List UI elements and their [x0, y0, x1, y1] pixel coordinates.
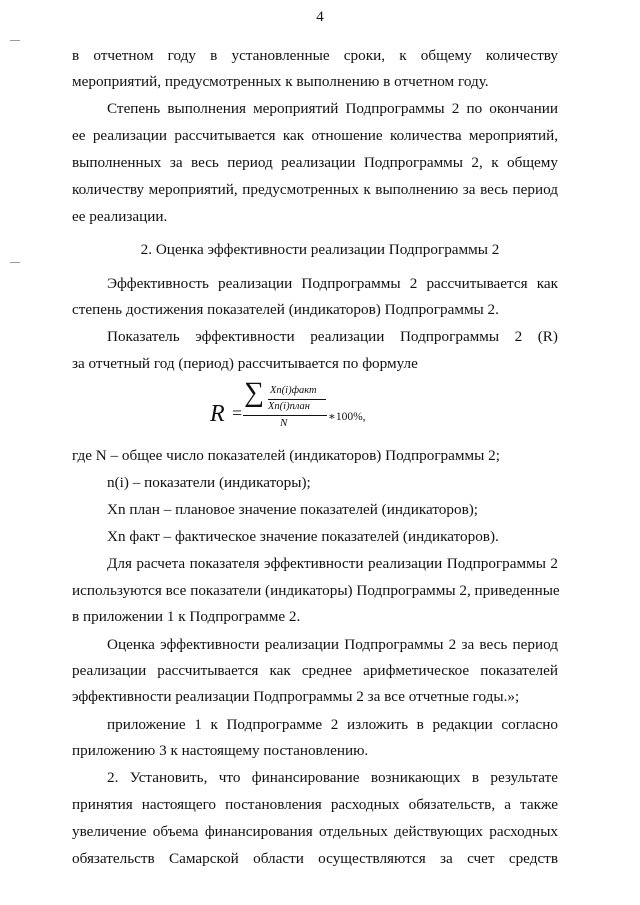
- text-line: обязательств Самарской области осуществляются за счет средств: [72, 850, 558, 867]
- text-line: мероприятий, предусмотренных к выполнению в отчетном году.: [72, 73, 489, 90]
- paragraph-first-line: приложение 1 к Подпрограмме 2 изложить в редакции согласно: [107, 716, 558, 733]
- text-line: приложению 3 к настоящему постановлению.: [72, 742, 369, 759]
- text-line: в приложении 1 к Подпрограмме 2.: [72, 608, 301, 625]
- text-line: ее реализации рассчитывается как отношение количества мероприятий,: [72, 127, 558, 144]
- section-heading: 2. Оценка эффективности реализации Подпрограммы 2: [140, 241, 500, 258]
- text-line: степень достижения показателей (индикаторов) Подпрограммы 2.: [72, 301, 499, 318]
- definition-line: Хn факт – фактическое значение показателей (индикаторов).: [107, 528, 499, 545]
- text-line: за отчетный год (период) рассчитывается по формуле: [72, 355, 418, 372]
- formula-lhs: R: [210, 401, 225, 427]
- efficiency-formula: [210, 377, 460, 441]
- formula-equals: =: [232, 403, 243, 423]
- text-line: эффективности реализации Подпрограммы 2 за все отчетные годы.»;: [72, 688, 520, 705]
- definition-line: Хn план – плановое значение показателей (индикаторов);: [107, 501, 479, 518]
- fraction-bar: [243, 415, 327, 416]
- text-line: где N – общее число показателей (индикаторов) Подпрограммы 2;: [72, 447, 500, 464]
- paragraph-first-line: 2. Установить, что финансирование возникающих в результате: [107, 769, 558, 786]
- sum-symbol: ∑: [244, 377, 264, 408]
- paragraph-first-line: Показатель эффективности реализации Подпрограммы 2 (R): [107, 328, 558, 345]
- text-line: ее реализации.: [72, 208, 168, 225]
- text-line: в отчетном году в установленные сроки, к общему количеству: [72, 47, 558, 64]
- text-line: увеличение объема финансирования отдельных действующих расходных: [72, 823, 558, 840]
- formula-tail: ∗100%,: [328, 411, 366, 423]
- paragraph-first-line: Для расчета показателя эффективности реализации Подпрограммы 2: [107, 555, 558, 572]
- text-line: используются все показатели (индикаторы) Подпрограммы 2, приведенные: [72, 582, 560, 599]
- text-line: выполненных за весь период реализации Подпрограммы 2, к общему: [72, 154, 558, 171]
- formula-denominator: Xn(i)план: [268, 401, 310, 412]
- paragraph-first-line: Степень выполнения мероприятий Подпрограммы 2 по окончании: [107, 100, 558, 117]
- paragraph-first-line: Оценка эффективности реализации Подпрограммы 2 за весь период: [107, 636, 558, 653]
- fraction-bar: [268, 399, 326, 400]
- formula-divisor: N: [280, 417, 288, 429]
- formula-numerator: Xn(i)факт: [270, 385, 317, 396]
- text-line: количеству мероприятий, предусмотренных к выполнению за весь период: [72, 181, 558, 198]
- text-line: принятия настоящего постановления расходных обязательств, а также: [72, 796, 558, 813]
- definition-line: n(i) – показатели (индикаторы);: [107, 474, 311, 491]
- page-number: 4: [316, 9, 324, 25]
- scan-mark: [10, 262, 20, 263]
- text-line: реализации рассчитывается как среднее арифметическое показателей: [72, 662, 558, 679]
- paragraph-first-line: Эффективность реализации Подпрограммы 2 рассчитывается как: [107, 275, 558, 292]
- scan-mark: [10, 40, 20, 41]
